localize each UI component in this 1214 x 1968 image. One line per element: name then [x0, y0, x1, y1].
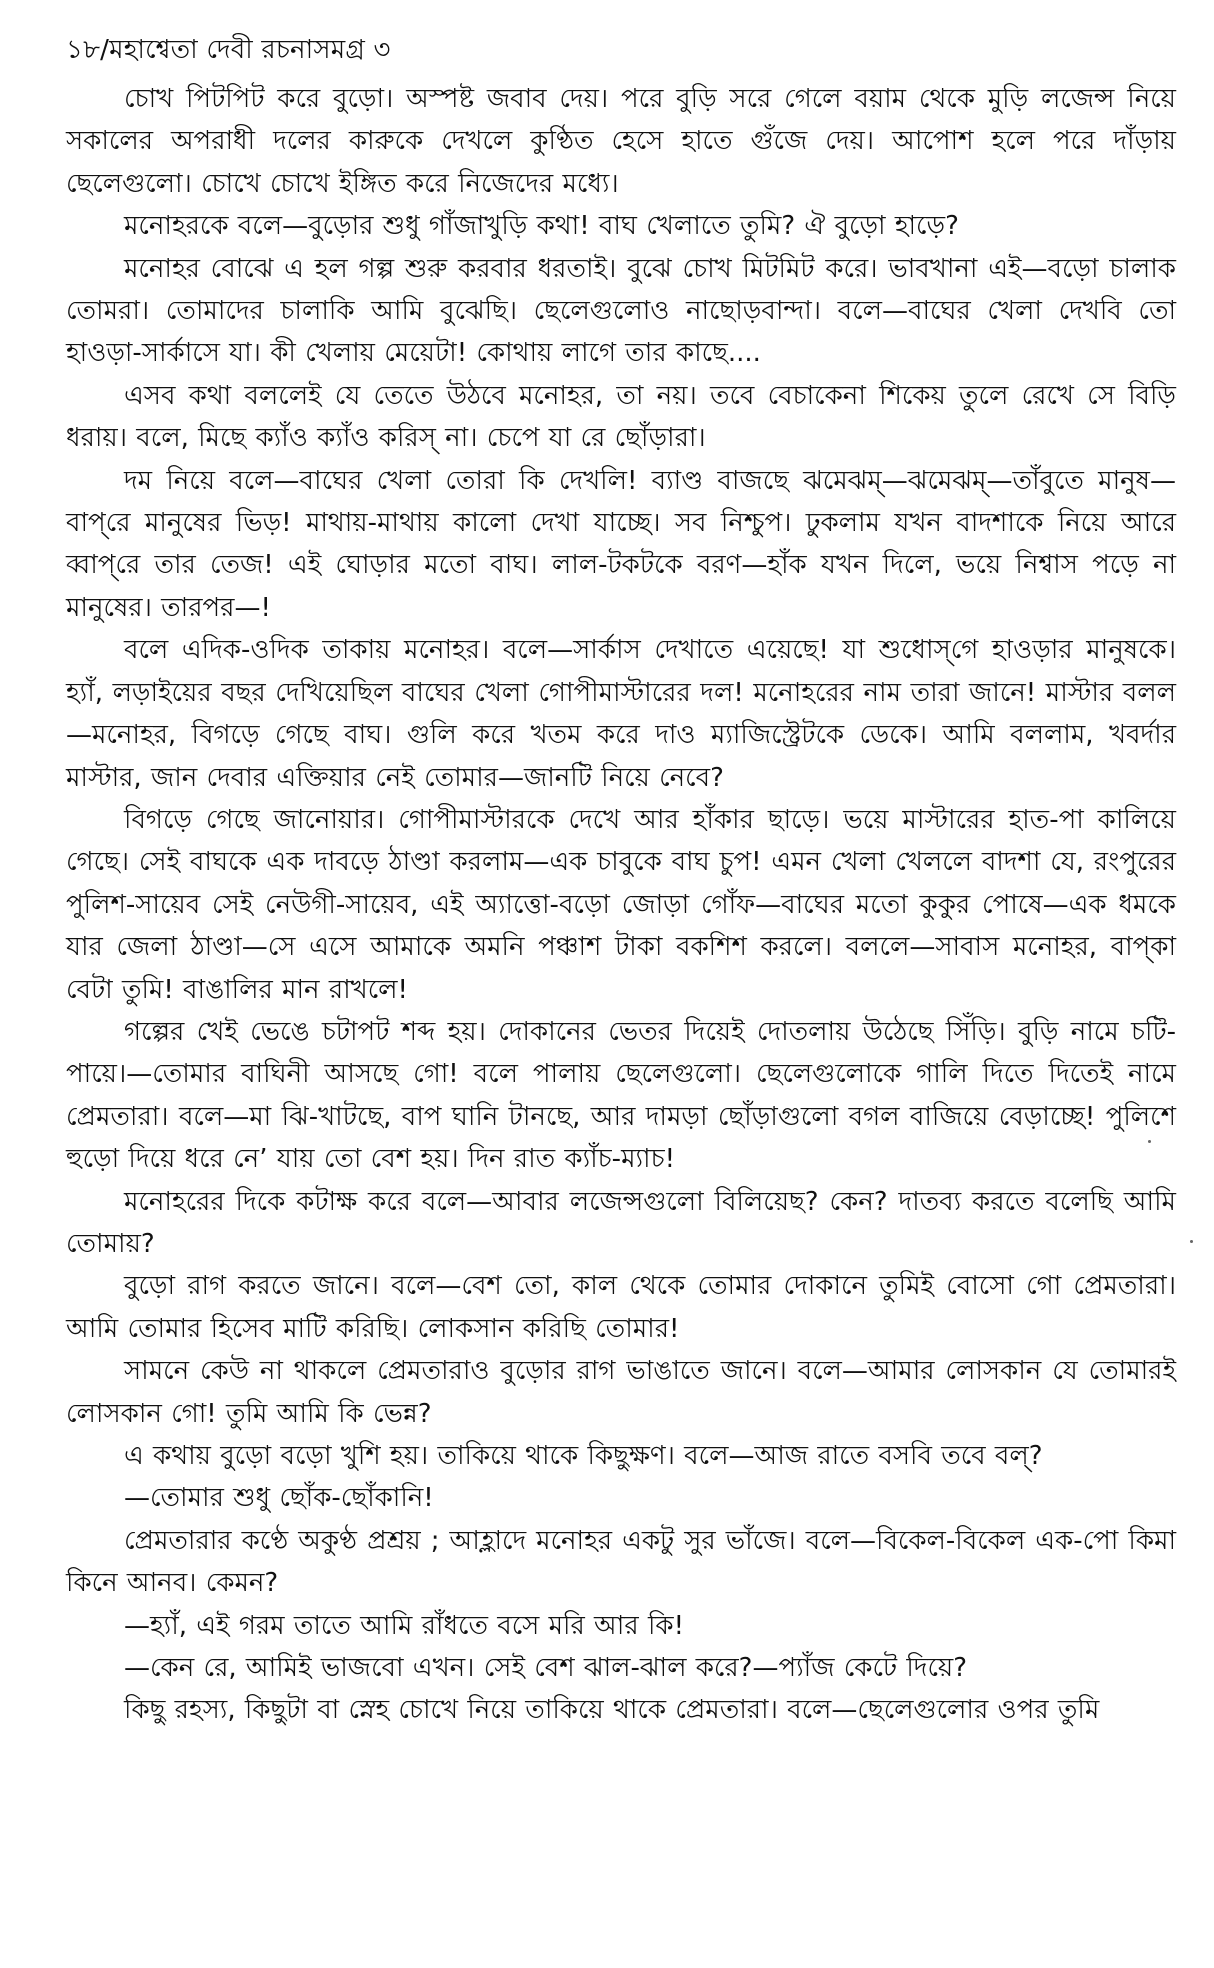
- paragraph: —তোমার শুধু ছোঁক-ছোঁকানি!: [124, 1483, 434, 1514]
- paragraph: সামনে কেউ না থাকলে প্রেমতারাও বুড়োর রাগ ভাঙাতে জানে। বলে—আমার লোসকান যে তোমারই লোসকান গো! তুমি আমি কি ভেন্ন?: [66, 1356, 1176, 1429]
- paragraph: বুড়ো রাগ করতে জানে। বলে—বেশ তো, কাল থেকে তোমার দোকানে তুমিই বোসো গো প্রেমতারা। আমি তোমার হিসেব মাটি করিছি। লোকসান করিছি তোমার!: [66, 1271, 1176, 1344]
- paragraph: মনোহর বোঝে এ হল গল্প শুরু করবার ধরতাই। বুঝে চোখ মিটমিট করে। ভাবখানা এই—বড়ো চালাক তোমরা। তোমাদের চালাকি আমি বুঝেছি। ছেলেগুলোও নাছোড়বান্দা। বলে—বাঘের খেলা দেখবি তো হাওড়া-সার্কাসে যা। কী খেলায় মেয়েটা! কোথায় লাগে তার কাছে....: [66, 253, 1176, 369]
- paragraph: —কেন রে, আমিই ভাজবো এখন। সেই বেশ ঝাল-ঝাল করে?—প্যাঁজ কেটে দিয়ে?: [124, 1653, 968, 1684]
- paragraph: এ কথায় বুড়ো বড়ো খুশি হয়। তাকিয়ে থাকে কিছুক্ষণ। বলে—আজ রাতে বসবি তবে বল্?: [124, 1441, 1043, 1471]
- book-page: [66, 30, 1176, 1732]
- scan-speck: [1148, 1140, 1151, 1143]
- running-head: ১৮/মহাশ্বেতা দেবী রচনাসমগ্র ৩: [66, 35, 391, 65]
- paragraph: দম নিয়ে বলে—বাঘের খেলা তোরা কি দেখলি! ব্যাণ্ড বাজছে ঝমেঝম্—ঝমেঝম্—তাঁবুতে মানুষ—বাপ্‌রে মানুষের ভিড়! মাথায়-মাথায় কালো দেখা যাচ্ছে। সব নিশ্চুপ। ঢুকলাম যখন বাদশাকে নিয়ে আরে ব্বাপ্‌রে তার তেজ! এই ঘোড়ার মতো বাঘ। লাল-টকটকে বরণ—হাঁক যখন দিলে, ভয়ে নিশ্বাস পড়ে না মানুষের। তারপর—!: [66, 465, 1176, 623]
- scan-speck: [1190, 1240, 1193, 1243]
- paragraph: বলে এদিক-ওদিক তাকায় মনোহর। বলে—সার্কাস দেখাতে এয়েছে! যা শুধোস্‌গে হাওড়ার মানুষকে। হ্যাঁ, লড়াইয়ের বছর দেখিয়েছিল বাঘের খেলা গোপীমাস্টারের দল! মনোহরের নাম তারা জানে! মাস্টার বলল—মনোহর, বিগড়ে গেছে বাঘ। গুলি করে খতম করে দাও ম্যাজিস্ট্রেটকে ডেকে। আমি বললাম, খবর্দার মাস্টার, জান দেবার এক্তিয়ার নেই তোমার—জানটি নিয়ে নেবে?: [66, 635, 1176, 793]
- paragraph-last: কিছু রহস্য, কিছুটা বা স্নেহ চোখে নিয়ে তাকিয়ে থাকে প্রেমতারা। বলে—ছেলেগুলোর ওপর তুমি: [124, 1695, 1100, 1726]
- paragraph: এসব কথা বললেই যে তেতে উঠবে মনোহর, তা নয়। তবে বেচাকেনা শিকেয় তুলে রেখে সে বিড়ি ধরায়। বলে, মিছে ক্যাঁও ক্যাঁও করিস্ না। চেপে যা রে ছোঁড়ারা।: [66, 380, 1176, 454]
- paragraph: গল্পের খেই ভেঙে চটাপট শব্দ হয়। দোকানের ভেতর দিয়েই দোতলায় উঠেছে সিঁড়ি। বুড়ি নামে চটি-পায়ে।—তোমার বাঘিনী আসছে গো! বলে পালায় ছেলেগুলো। ছেলেগুলোকে গালি দিতে দিতেই নামে প্রেমতারা। বলে—মা ঝি-খাটছে, বাপ ঘানি টানছে, আর দামড়া ছোঁড়াগুলো বগল বাজিয়ে বেড়াচ্ছে! পুলিশে হুড়ো দিয়ে ধরে নে’ যায় তো বেশ হয়। দিন রাত ক্যাঁচ-ম্যাচ!: [66, 1016, 1176, 1175]
- paragraph: প্রেমতারার কণ্ঠে অকুণ্ঠ প্রশ্রয় ; আহ্লাদে মনোহর একটু সুর ভাঁজে। বলে—বিকেল-বিকেল এক-পো কিমা কিনে আনব। কেমন?: [66, 1525, 1176, 1599]
- paragraph: চোখ পিটপিট করে বুড়ো। অস্পষ্ট জবাব দেয়। পরে বুড়ি সরে গেলে বয়াম থেকে মুড়ি লজেন্স নিয়ে সকালের অপরাধী দলের কারুকে দেখলে কুণ্ঠিত হেসে হাতে গুঁজে দেয়। আপোশ হলে পরে দাঁড়ায় ছেলেগুলো। চোখে চোখে ইঙ্গিত করে নিজেদের মধ্যে।: [66, 84, 1176, 199]
- paragraph: —হ্যাঁ, এই গরম তাতে আমি রাঁধতে বসে মরি আর কি!: [124, 1610, 684, 1641]
- paragraph: বিগড়ে গেছে জানোয়ার। গোপীমাস্টারকে দেখে আর হাঁকার ছাড়ে। ভয়ে মাস্টারের হাত-পা কালিয়ে গেছে। সেই বাঘকে এক দাবড়ে ঠাণ্ডা করলাম—এক চাবুকে বাঘ চুপ! এমন খেলা খেললে বাদশা যে, রংপুরের পুলিশ-সায়েব সেই নেউগী-সায়েব, এই অ্যাত্তো-বড়ো জোড়া গোঁফ—বাঘের মতো কুকুর পোষে—এক ধমকে যার জেলা ঠাণ্ডা—সে এসে আমাকে অমনি পঞ্চাশ টাকা বকশিশ করলে। বললে—সাবাস মনোহর, বাপ্‌কা বেটা তুমি! বাঙালির মান রাখলে!: [66, 804, 1176, 1005]
- paragraph: মনোহরের দিকে কটাক্ষ করে বলে—আবার লজেন্সগুলো বিলিয়েছ? কেন? দাতব্য করতে বলেছি আমি তোমায়?: [66, 1186, 1176, 1259]
- paragraph: মনোহরকে বলে—বুড়োর শুধু গাঁজাখুড়ি কথা! বাঘ খেলাতে তুমি? ঐ বুড়ো হাড়ে?: [124, 211, 959, 242]
